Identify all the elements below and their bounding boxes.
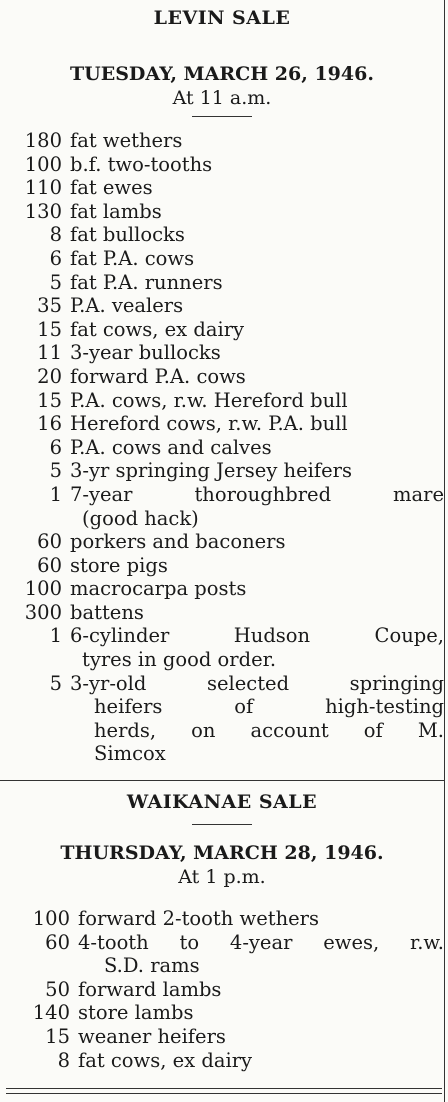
waikanae-sale-section [0, 790, 444, 1072]
list-item: 5 3-yr-old selected springing heifers of high-testing herds, on account of M. Simcox [49, 671, 444, 766]
list-item: 60 4-tooth to 4-year ewes, r.w. S.D. rams [45, 930, 444, 978]
list-item: 15 weaner heifers [45, 1024, 226, 1048]
list-item: 16 Hereford cows, r.w. P.A. bull [37, 412, 348, 436]
waikanae-sale-title: WAIKANAE SALE [126, 791, 318, 813]
list-item: 6 fat P.A. cows [49, 246, 195, 270]
list-item: 140 store lambs [32, 1001, 194, 1025]
list-item: 130 fat lambs [24, 199, 162, 223]
short-divider [192, 116, 252, 117]
list-item: 20 forward P.A. cows [37, 364, 246, 388]
short-divider [192, 824, 252, 825]
levin-sale-title: LEVIN SALE [153, 7, 291, 29]
list-item: 1 6-cylinder Hudson Coupe, tyres in good order. [49, 624, 444, 672]
list-item: 100 b.f. two-tooths [24, 152, 213, 176]
list-item: 1 7-year thoroughbred mare (good hack) [49, 482, 444, 530]
levin-sale-section [0, 6, 444, 766]
list-item: 11 3-year bullocks [37, 341, 221, 365]
list-item: 5 fat P.A. runners [49, 270, 223, 294]
levin-sale-date: TUESDAY, MARCH 26, 1946. [70, 63, 374, 85]
levin-items-list [0, 129, 444, 766]
bottom-double-rule [6, 1088, 442, 1094]
section-divider [0, 780, 444, 781]
list-item: 15 fat cows, ex dairy [37, 317, 245, 341]
list-item: 100 macrocarpa posts [24, 577, 247, 601]
list-item: 6 P.A. cows and calves [49, 435, 272, 459]
list-item: 8 fat bullocks [49, 223, 185, 247]
list-item: 50 forward lambs [45, 977, 222, 1001]
list-item: 15 P.A. cows, r.w. Hereford bull [37, 388, 348, 412]
list-item: 5 3-yr springing Jersey heifers [49, 459, 352, 483]
list-item: 110 fat ewes [24, 176, 153, 200]
list-item: 60 porkers and baconers [37, 530, 286, 554]
waikanae-sale-time: At 1 p.m. [178, 866, 266, 888]
list-item: 35 P.A. vealers [37, 294, 184, 318]
list-item: 8 fat cows, ex dairy [57, 1048, 253, 1072]
list-item: 60 store pigs [37, 553, 168, 577]
waikanae-sale-date: THURSDAY, MARCH 28, 1946. [60, 842, 384, 864]
list-item: 100 forward 2-tooth wethers [32, 907, 319, 930]
waikanae-items-list [0, 907, 444, 1072]
list-item: 300 battens [24, 600, 144, 624]
levin-sale-time: At 11 a.m. [172, 87, 272, 109]
list-item: 180 fat wethers [24, 129, 183, 152]
